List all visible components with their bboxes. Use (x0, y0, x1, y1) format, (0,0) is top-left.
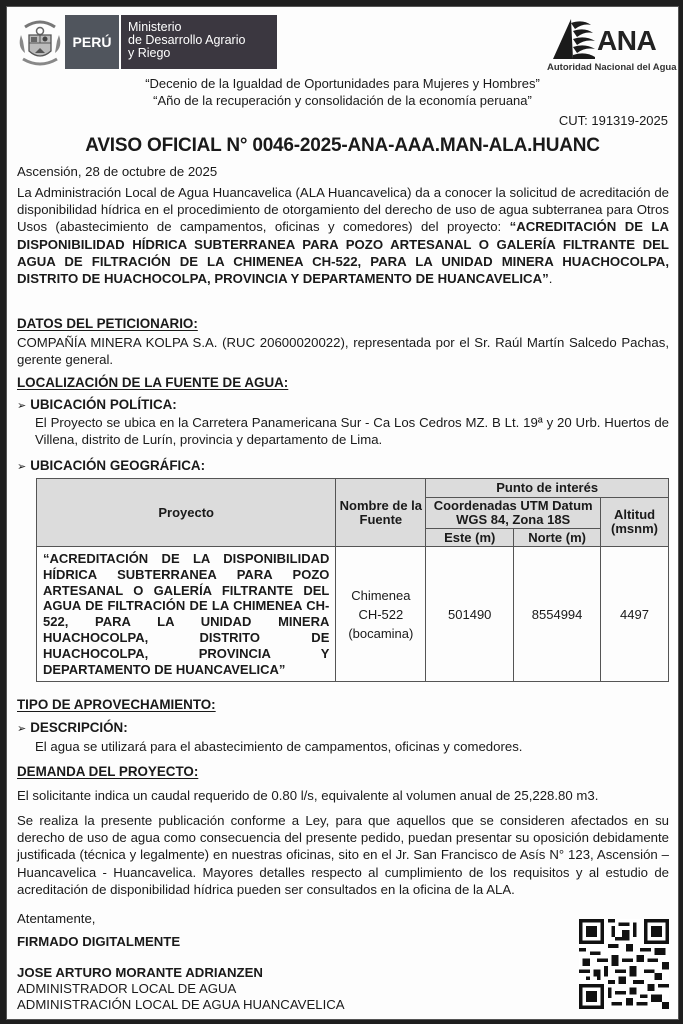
cell-este: 501490 (426, 547, 514, 682)
intro-paragraph (17, 184, 669, 287)
geografica-label: UBICACIÓN GEOGRÁFICA: (30, 458, 206, 473)
descripcion-text: El agua se utilizará para el abastecimiento de campamentos, oficinas y comedores. (35, 739, 523, 754)
arrow-bullet-icon: ➢ (17, 723, 27, 735)
notice-page (6, 6, 679, 1020)
qr-code-icon[interactable] (579, 919, 669, 1009)
ministry-line-2: de Desarrollo Agrario (128, 33, 246, 47)
cell-proyecto: “ACREDITACIÓN DE LA DISPONIBILIDAD HÍDRICA SUBTERRANEA PARA POZO ARTESANAL O GALERÍA FILTRANTE DEL AGUA DE FILTRACIÓN DE LA CHIMENEA CH-522, PARA LA UNIDAD MINERA HUACHOCOLPA, DISTRITO DE HUACHOCOLPA, PROVINCIA Y DEPARTAMENTO DE HUANCAVELICA” (37, 547, 336, 682)
ministry-line-3: y Riego (128, 46, 171, 60)
publicacion-paragraph: Se realiza la presente publicación conforme a Ley, para que aquellos que se consideren afectados en su derecho de uso de agua como consecuencia del presente pedido, puedan presentar su oposición debidamente justificada (técnica y legalmente) en nuestras oficinas, sito en el Jr. San Francisco de Asís N° 123, Ascensión – Huancavelica - Huancavelica. Mayores detalles respecto al cumplimiento de los requisitos y al estudio de acreditación de disponibilidad hídrica pueden ser consultados en la oficina de la ALA. (17, 813, 669, 897)
ministry-label (121, 15, 277, 69)
peticionario-text: COMPAÑÍA MINERA KOLPA S.A. (RUC 20600020022), representada por el Sr. Raúl Martín Salcedo Pachas, gerente general. (17, 335, 669, 368)
ana-wordmark: ANA (597, 25, 657, 56)
table-row (37, 547, 669, 682)
section-heading-peticionario: DATOS DEL PETICIONARIO: (17, 316, 198, 331)
header-coordenadas: Coordenadas UTM Datum WGS 84, Zona 18S (426, 498, 601, 529)
header-proyecto: Proyecto (37, 479, 336, 547)
header-altitud: Altitud (msnm) (601, 498, 669, 547)
motto-decade: “Decenio de la Igualdad de Oportunidades para Mujeres y Hombres” (145, 76, 540, 91)
date-line: Ascensión, 28 de octubre de 2025 (17, 164, 218, 179)
intro-project-name: “ACREDITACIÓN DE LA DISPONIBILIDAD HÍDRICA SUBTERRANEA PARA POZO ARTESANAL O GALERÍA FILTRANTE DEL AGUA DE FILTRACIÓN DE LA CHIMENEA CH-522, PARA LA UNIDAD MINERA HUACHOCOLPA, DISTRITO DE HUACHOCOLPA, PROVINCIA Y DEPARTAMENTO DE HUANCAVELICA” (17, 219, 669, 287)
cell-nombre-fuente: Chimenea CH-522 (bocamina) (336, 547, 426, 682)
signatory-name: JOSE ARTURO MORANTE ADRIANZEN (17, 965, 263, 980)
subheading-ubicacion-geografica (17, 458, 669, 473)
closing-text: Atentamente, (17, 911, 96, 926)
signatory-office: ADMINISTRACIÓN LOCAL DE AGUA HUANCAVELICA (17, 997, 345, 1012)
arrow-bullet-icon: ➢ (17, 400, 27, 412)
header-punto-interes: Punto de interés (426, 479, 669, 498)
header-nombre-fuente: Nombre de la Fuente (336, 479, 426, 547)
ana-subtitle: Autoridad Nacional del Agua (547, 62, 677, 73)
ubicacion-geografica-table (36, 478, 669, 682)
ministry-line-1: Ministerio (128, 20, 182, 34)
intro-text: La Administración Local de Agua Huancavelica (ALA Huancavelica) da a conocer la solicitud de acreditación de disponibilidad hídrica en el procedimiento de otorgamiento del derecho de uso de agua subterranea para Otros Usos (abastecimiento de campamentos, oficinas y comedores) del proyecto: (17, 185, 669, 235)
cell-norte: 8554994 (514, 547, 601, 682)
arrow-bullet-icon: ➢ (17, 461, 27, 473)
section-heading-localizacion: LOCALIZACIÓN DE LA FUENTE DE AGUA: (17, 375, 289, 390)
subheading-ubicacion-politica (17, 397, 669, 412)
header-este: Este (m) (426, 529, 514, 547)
demanda-text: El solicitante indica un caudal requerido de 0.80 l/s, equivalente al volumen anual de 25,228.80 m3. (17, 788, 599, 803)
section-heading-aprovechamiento: TIPO DE APROVECHAMIENTO: (17, 697, 216, 712)
motto-year: “Año de la recuperación y consolidación de la economía peruana” (153, 93, 532, 108)
politica-label: UBICACIÓN POLÍTICA: (30, 397, 177, 412)
peru-coat-of-arms-icon (17, 17, 63, 69)
signatory-role: ADMINISTRADOR LOCAL DE AGUA (17, 981, 237, 996)
header-norte: Norte (m) (514, 529, 601, 547)
cut-number: CUT: 191319-2025 (558, 113, 668, 128)
ana-wave-icon (551, 17, 597, 61)
intro-end: . (548, 271, 553, 287)
page-title: AVISO OFICIAL N° 0046-2025-ANA-AAA.MAN-ALA.HUANC (85, 135, 600, 156)
cell-altitud: 4497 (601, 547, 669, 682)
ubicacion-politica-text: El Proyecto se ubica en la Carretera Panamericana Sur - Ca Los Cedros MZ. B Lt. 19ª y 20 Urb. Huertos de Villena, distrito de Lurín, provincia y departamento de Lima. (35, 415, 669, 448)
section-heading-demanda: DEMANDA DEL PROYECTO: (17, 764, 199, 779)
descripcion-label: DESCRIPCIÓN: (30, 720, 128, 735)
subheading-descripcion (17, 720, 669, 735)
peru-label: PERÚ (65, 15, 119, 69)
signed-digitally-label: FIRMADO DIGITALMENTE (17, 934, 181, 949)
ana-logo (547, 15, 675, 73)
